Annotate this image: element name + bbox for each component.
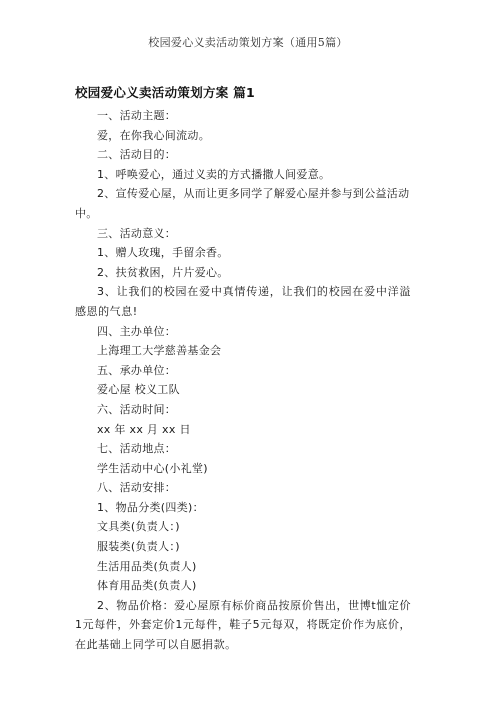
paragraph-significance-1: 1、赠人玫瑰，手留余香。 xyxy=(97,246,229,260)
paragraph-purpose-1: 1、呼唤爱心，通过义卖的方式播撒人间爱意。 xyxy=(97,167,331,181)
paragraph-activity-purpose-heading: 二、活动目的： xyxy=(97,148,177,162)
document-title: 校园爱心义卖活动策划方案（通用5篇） xyxy=(148,36,348,49)
paragraph-significance-3: 3、让我们的校园在爱中真情传递，让我们的校园在爱中洋溢感恩的气息! xyxy=(75,285,411,318)
paragraph-activity-theme-heading: 一、活动主题： xyxy=(97,109,177,122)
paragraph-item-pricing: 2、物品价格：爱心屋原有标价商品按原价售出，世博t恤定价1元每件，外套定价1元每件，鞋子5元每双，将既定价作为底价，在此基础上同学可以自愿捐款。 xyxy=(75,598,411,652)
paragraph-significance-2: 2、扶贫救困，片片爱心。 xyxy=(97,265,229,279)
paragraph-time: xx 年 xx 月 xx 日 xyxy=(97,422,191,436)
paragraph-host: 爱心屋 校义工队 xyxy=(97,383,180,397)
paragraph-item-categories: 1、物品分类(四类)： xyxy=(97,500,204,514)
paragraph-category-clothing: 服装类(负责人：) xyxy=(97,540,180,554)
paragraph-activity-significance-heading: 三、活动意义： xyxy=(97,226,177,240)
paragraph-purpose-2: 2、宣传爱心屋，从而让更多同学了解爱心屋并参与到公益活动中。 xyxy=(75,187,410,220)
paragraph-category-stationery: 文具类(负责人：) xyxy=(97,520,180,534)
section-heading: 校园爱心义卖活动策划方案 篇1 xyxy=(75,85,256,100)
paragraph-host-heading: 五、承办单位： xyxy=(97,363,177,377)
paragraph-organizer: 上海理工大学慈善基金会 xyxy=(97,344,222,358)
paragraph-activity-theme: 爱，在你我心间流动。 xyxy=(97,128,210,142)
document-body xyxy=(75,84,411,655)
paragraph-organizer-heading: 四、主办单位： xyxy=(97,324,177,338)
paragraph-arrangement-heading: 八、活动安排： xyxy=(97,481,177,495)
paragraph-time-heading: 六、活动时间： xyxy=(97,402,177,416)
paragraph-category-sports-goods: 体育用品类(负责人) xyxy=(97,579,197,593)
paragraph-category-daily-goods: 生活用品类(负责人) xyxy=(97,559,197,573)
paragraph-location: 学生活动中心(小礼堂) xyxy=(97,461,208,475)
paragraph-location-heading: 七、活动地点： xyxy=(97,442,177,456)
